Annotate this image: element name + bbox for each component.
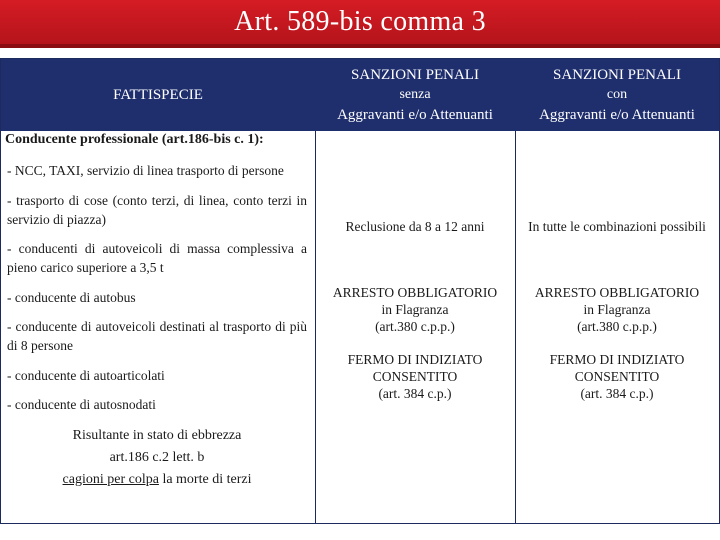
penalty-con: In tutte le combinazioni possibili: [528, 219, 706, 234]
arrest-con: [515, 284, 719, 335]
header-fattispecie: [1, 59, 315, 131]
result-rest: la morte di terzi: [158, 472, 252, 487]
case-item: - conducente di autoveicoli destinati al trasporto di più di 8 persone: [7, 319, 307, 353]
penalty-senza: Reclusione da 8 a 12 anni: [345, 219, 485, 234]
arrest-line: in Flagranza: [583, 302, 651, 317]
arrest-senza: [315, 284, 515, 335]
fermo-line: CONSENTITO: [372, 369, 458, 384]
case-item: - conducenti di autoveicoli di massa complessiva a pieno carico superiore a 3,5 t: [7, 241, 307, 275]
header-col1-label: FATTISPECIE: [113, 87, 203, 103]
case-item: - trasporto di cose (conto terzi, di linea, conto terzi in servizio di piazza): [7, 193, 307, 227]
case-item: - NCC, TAXI, servizio di linea trasporto di persone: [7, 163, 284, 178]
arrest-line: ARRESTO OBBLIGATORIO: [332, 285, 498, 300]
header-col2-senza: senza: [399, 87, 431, 102]
fermo-line: FERMO DI INDIZIATO: [549, 352, 685, 367]
header-col2-title: SANZIONI PENALI: [351, 67, 479, 83]
arrest-line: ARRESTO OBBLIGATORIO: [534, 285, 700, 300]
category-label: Conducente professionale (art.186-bis c. 1):: [5, 132, 264, 147]
title-bar: [0, 0, 720, 48]
fermo-line: (art. 384 c.p.): [580, 386, 654, 401]
header-senza-aggravanti: [315, 59, 515, 131]
case-item: - conducente di autosnodati: [7, 397, 156, 412]
header-col3-title: SANZIONI PENALI: [553, 67, 681, 83]
table-header: [1, 59, 719, 131]
result-description: [7, 425, 307, 491]
result-line1: Risultante in stato di ebbrezza: [72, 428, 242, 443]
result-line2: art.186 c.2 lett. b: [109, 450, 205, 465]
header-col2-sub: Aggravanti e/o Attenuanti: [337, 107, 493, 123]
fermo-line: (art. 384 c.p.): [378, 386, 452, 401]
header-con-aggravanti: [515, 59, 719, 131]
sanctions-table: [0, 58, 720, 524]
fermo-senza: [315, 351, 515, 402]
result-line3: [7, 469, 307, 491]
result-underlined: cagioni per colpa: [62, 472, 159, 487]
slide-title: Art. 589-bis comma 3: [234, 6, 486, 37]
header-col3-con: con: [606, 87, 628, 102]
fermo-line: FERMO DI INDIZIATO: [347, 352, 483, 367]
case-item: - conducente di autoarticolati: [7, 368, 165, 383]
arrest-line: (art.380 c.p.p.): [577, 319, 657, 334]
header-col3-sub: Aggravanti e/o Attenuanti: [539, 107, 695, 123]
arrest-line: (art.380 c.p.p.): [375, 319, 455, 334]
arrest-line: in Flagranza: [381, 302, 449, 317]
fermo-line: CONSENTITO: [574, 369, 660, 384]
fermo-con: [515, 351, 719, 402]
case-item: - conducente di autobus: [7, 290, 136, 305]
